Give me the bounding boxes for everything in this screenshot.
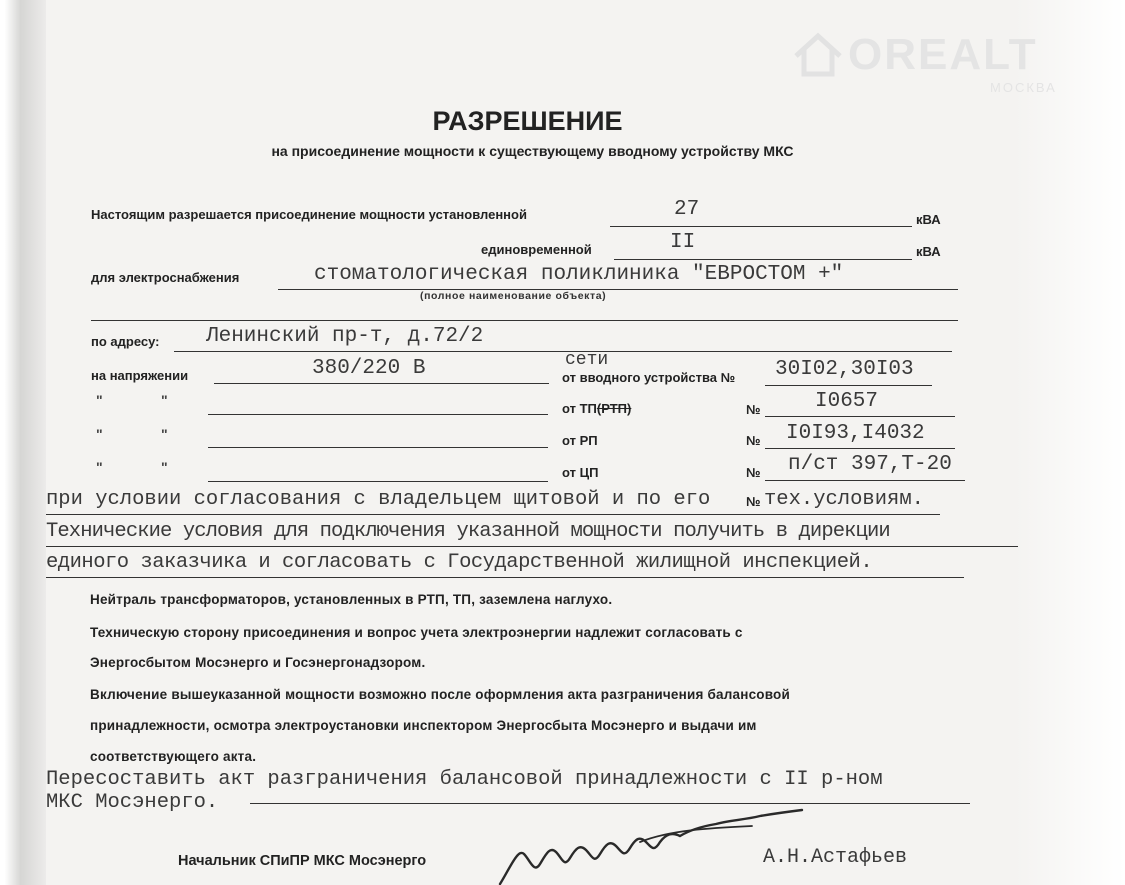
paragraph-neutral: Нейтраль трансформаторов, установленных в РТП, ТП, заземлена наглухо. (90, 592, 613, 607)
cp-label: от ЦП (562, 465, 599, 480)
ditto-mark: " (96, 392, 103, 408)
signatory-position: Начальник СПиПР МКС Мосэнерго (178, 853, 427, 869)
paragraph-technical-1: Техническую сторону присоединения и вопрос учета электроэнергии надлежит согласовать с (90, 625, 743, 640)
voltage-value: 380/220 В (312, 357, 426, 380)
document-title: РАЗРЕШЕНИЕ (432, 106, 623, 136)
document-subtitle: на присоединение мощности к существующему вводному устройству МКС (271, 143, 794, 159)
condition-line-1-rule (46, 514, 940, 515)
paragraph-activation-1: Включение вышеуказанной мощности возможно после оформления акта разграничения балансовой (90, 687, 790, 702)
paragraph-technical-2: Энергосбытом Мосэнерго и Госэнергонадзором. (90, 655, 426, 670)
supply-line (278, 289, 958, 290)
ditto-mark: " (161, 392, 168, 408)
from-device-label: от вводного устройства № (562, 370, 736, 385)
condition-line-1-end: тех.условиям. (764, 488, 924, 511)
condition-line-3: единого заказчика и согласовать с Государственной жилищной инспекцией. (46, 551, 873, 574)
address-value: Ленинский пр-т, д.72/2 (206, 325, 484, 348)
simultaneous-power-line (614, 259, 912, 260)
supply-caption: (полное наименование объекта) (420, 290, 607, 302)
ditto-mark: " (96, 426, 103, 442)
address-label: по адресу: (91, 334, 160, 349)
simultaneous-power-unit: кВА (916, 244, 941, 259)
tp-voltage-line (208, 414, 548, 415)
tp-label: от ТП(РТП) (562, 401, 632, 416)
voltage-line (214, 383, 549, 384)
rp-number-line (765, 448, 955, 449)
ditto-mark: " (161, 426, 168, 442)
watermark-house-icon (790, 26, 846, 82)
supply-line-2 (91, 320, 958, 321)
note-rule (250, 803, 970, 804)
rp-label: от РП (562, 433, 598, 448)
rp-voltage-line (208, 447, 548, 448)
network-word: сети (565, 350, 609, 370)
cp-voltage-line (208, 481, 548, 482)
ditto-mark: " (161, 459, 168, 475)
supply-object-name: стоматологическая поликлиника "ЕВРОСТОМ +" (314, 263, 844, 286)
watermark-subtext: МОСКВА (990, 80, 1057, 95)
condition-line-3-rule (46, 577, 964, 578)
ditto-mark: " (96, 459, 103, 475)
tp-number-line (765, 416, 955, 417)
condition-number-label: № (746, 494, 761, 509)
paragraph-activation-2: принадлежности, осмотра электроустановки инспектором Энергосбыта Мосэнерго и выдачи им (90, 718, 757, 733)
rp-number-label: № (746, 433, 761, 448)
simultaneous-power-value: II (670, 231, 696, 254)
supply-label: для электроснабжения (91, 270, 240, 285)
signature-icon (490, 808, 810, 885)
condition-line-2-rule (46, 546, 1018, 547)
cp-number-label: № (746, 465, 761, 480)
simultaneous-power-label: единовременной (481, 242, 592, 257)
note-line-2: МКС Мосэнерго. (46, 791, 219, 814)
tp-number-value: I0657 (815, 390, 879, 413)
device-line (765, 385, 932, 386)
note-line-1: Пересоставить акт разграничения балансовой принадлежности с II р-ном (46, 768, 883, 791)
cp-number-line (765, 480, 965, 481)
signatory-name: А.Н.Астафьев (763, 846, 908, 869)
installed-power-label: Настоящим разрешается присоединение мощности установленной (91, 207, 527, 222)
cp-number-value: п/ст 397,Т-20 (788, 453, 952, 476)
tp-number-label: № (746, 402, 761, 417)
watermark-text: OREALT (848, 30, 1038, 79)
installed-power-value: 27 (674, 198, 700, 221)
condition-line-1: при условии согласования с владельцем щитовой и по его (46, 488, 711, 511)
device-value: 30I02,30I03 (775, 358, 914, 381)
voltage-label: на напряжении (91, 368, 189, 383)
paragraph-activation-3: соответствующего акта. (90, 749, 257, 764)
rp-number-value: I0I93,I4032 (786, 422, 925, 445)
installed-power-unit: кВА (916, 212, 941, 227)
condition-line-2: Технические условия для подключения указанной мощности получить в дирекции (46, 520, 890, 543)
installed-power-line (610, 226, 912, 227)
address-line (174, 351, 952, 352)
